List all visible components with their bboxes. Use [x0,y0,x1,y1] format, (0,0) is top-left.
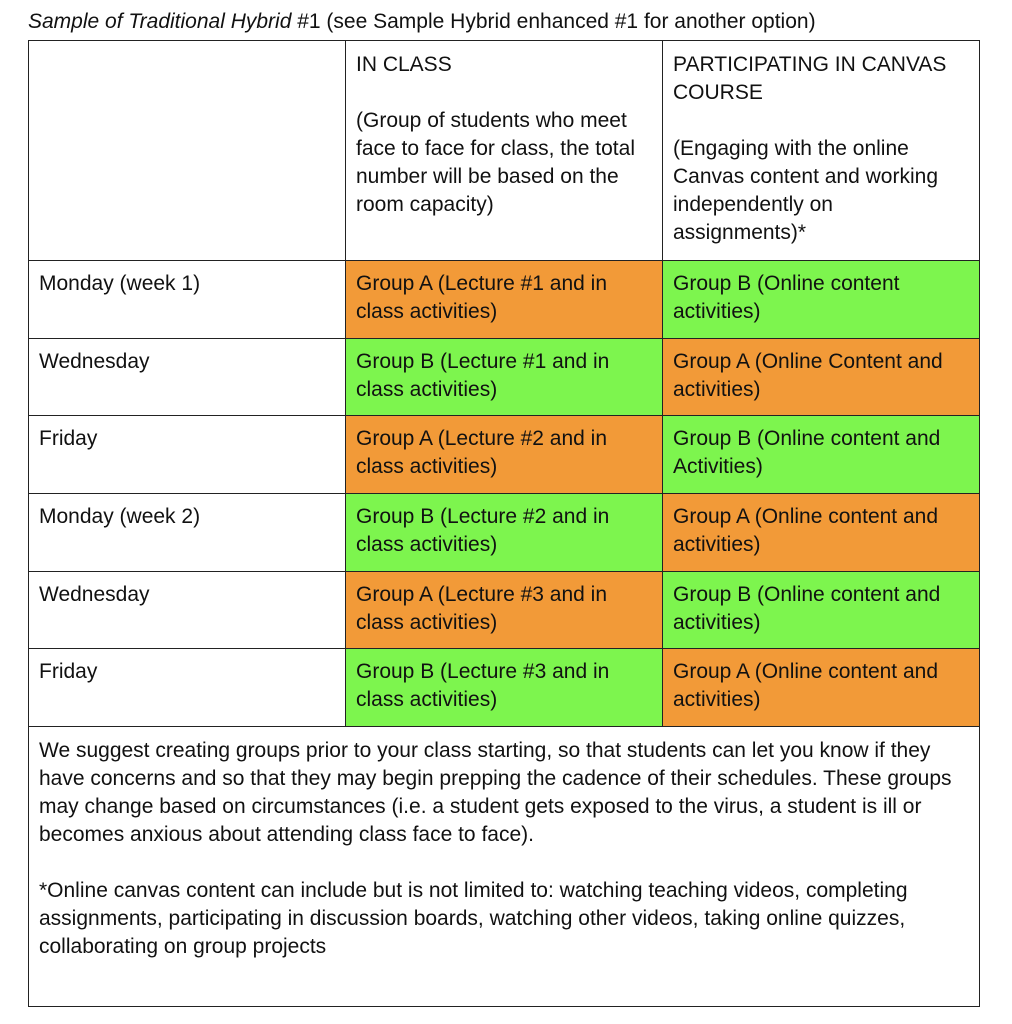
header-row [29,41,980,261]
in-class-cell: Group A (Lecture #3 and in class activities) [346,571,663,649]
canvas-cell: Group A (Online content and activities) [663,494,980,572]
in-class-cell: Group B (Lecture #2 and in class activities) [346,494,663,572]
in-class-title: IN CLASS [356,53,452,76]
notes-row [29,727,980,1007]
day-cell: Friday [29,416,346,494]
table-row [29,494,980,572]
table-row [29,261,980,339]
table-row [29,338,980,416]
header-canvas [663,41,980,261]
notes-cell [29,727,980,1007]
table-row [29,416,980,494]
in-class-cell: Group A (Lecture #2 and in class activities) [346,416,663,494]
canvas-cell: Group A (Online Content and activities) [663,338,980,416]
table-row [29,571,980,649]
hybrid-schedule-table [28,40,980,1007]
day-cell: Monday (week 2) [29,494,346,572]
in-class-cell: Group B (Lecture #3 and in class activities) [346,649,663,727]
canvas-cell: Group B (Online content and activities) [663,571,980,649]
table-row [29,649,980,727]
day-cell: Wednesday [29,571,346,649]
day-cell: Wednesday [29,338,346,416]
in-class-description: (Group of students who meet face to face for class, the total number will be based on the room capacity) [356,109,635,216]
header-in-class [346,41,663,261]
caption-rest: #1 (see Sample Hybrid enhanced #1 for another option) [297,10,816,33]
notes-paragraph-1: We suggest creating groups prior to your class starting, so that students can let you know if they have concerns and so that they may begin prepping the cadence of their schedules. These groups may change based on circumstances (i.e. a student gets exposed to the virus, a student is ill or becomes anxious about attending class face to face). [39,739,952,847]
notes-paragraph-2: *Online canvas content can include but is not limited to: watching teaching videos, completing assignments, participating in discussion boards, watching other videos, taking online quizzes, collaborating on group projects [39,879,908,959]
canvas-title: PARTICIPATING IN CANVAS COURSE [673,53,947,104]
header-empty-cell [29,41,346,261]
in-class-cell: Group B (Lecture #1 and in class activities) [346,338,663,416]
day-cell: Friday [29,649,346,727]
caption-italic: Sample of Traditional Hybrid [28,10,298,33]
table-caption [28,8,816,36]
canvas-cell: Group A (Online content and activities) [663,649,980,727]
day-cell: Monday (week 1) [29,261,346,339]
canvas-description: (Engaging with the online Canvas content and working independently on assignments)* [673,137,938,244]
canvas-cell: Group B (Online content and Activities) [663,416,980,494]
in-class-cell: Group A (Lecture #1 and in class activities) [346,261,663,339]
canvas-cell: Group B (Online content activities) [663,261,980,339]
